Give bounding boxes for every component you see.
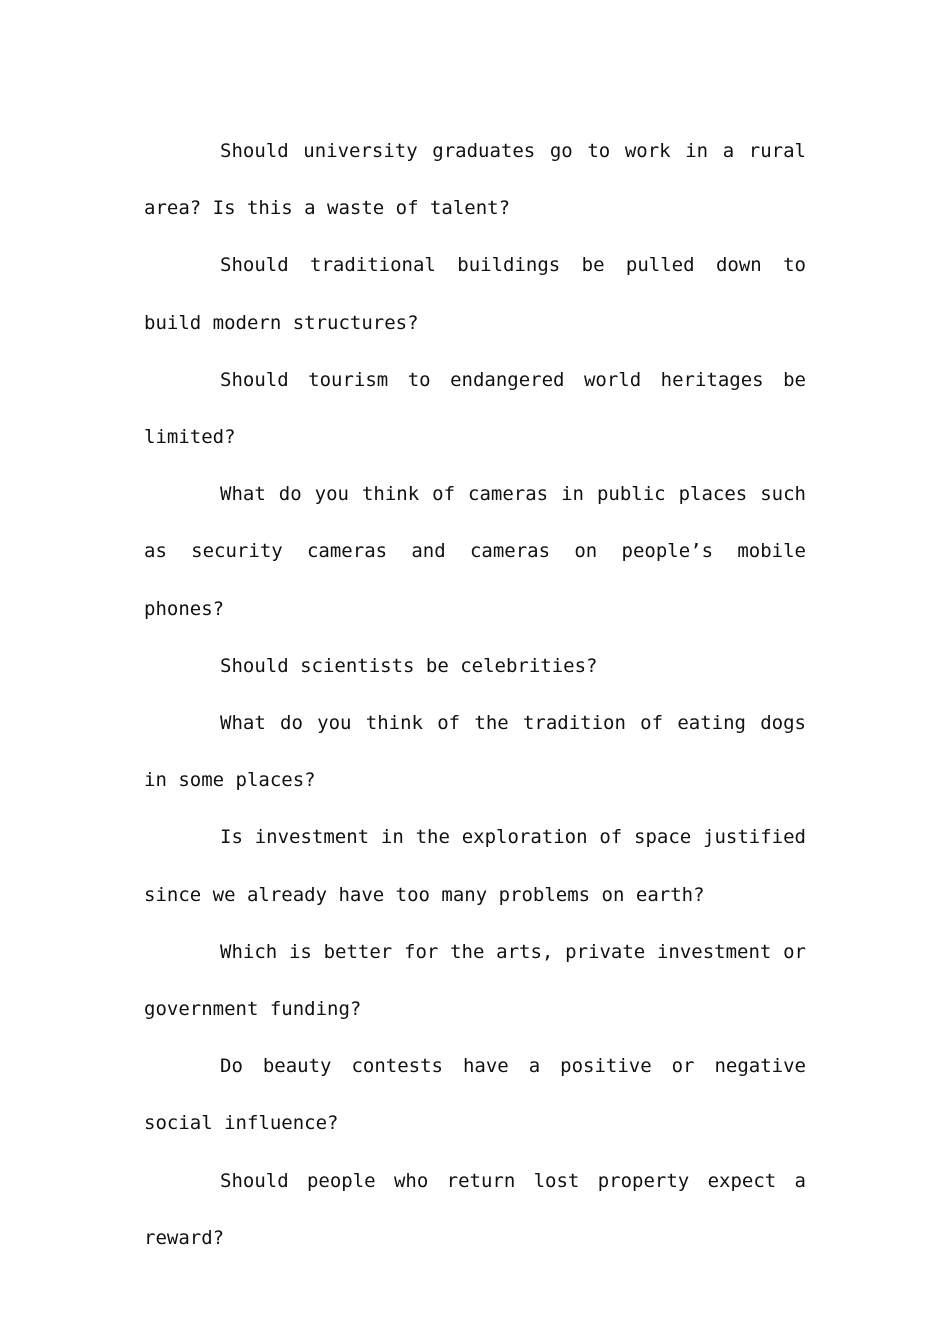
question-paragraph: Should university graduates go to work in a rural area? Is this a waste of talent? — [144, 140, 806, 220]
question-paragraph: What do you think of the tradition of eating dogs in some places? — [144, 712, 806, 792]
question-paragraph: Is investment in the exploration of space justified since we already have too many problems on earth? — [144, 826, 806, 906]
question-paragraph: Do beauty contests have a positive or negative social influence? — [144, 1055, 806, 1135]
question-paragraph: Should people who return lost property expect a reward? — [144, 1169, 806, 1249]
question-paragraph: What do you think of cameras in public places such as security cameras and cameras on people’s mobile phones? — [144, 483, 806, 620]
question-paragraph: Should traditional buildings be pulled down to build modern structures? — [144, 254, 806, 334]
question-paragraph: Should tourism to endangered world heritages be limited? — [144, 368, 806, 449]
question-paragraph: Should scientists be celebrities? — [220, 654, 598, 677]
document-body — [144, 123, 806, 1267]
question-paragraph: Which is better for the arts, private investment or government funding? — [144, 940, 806, 1021]
